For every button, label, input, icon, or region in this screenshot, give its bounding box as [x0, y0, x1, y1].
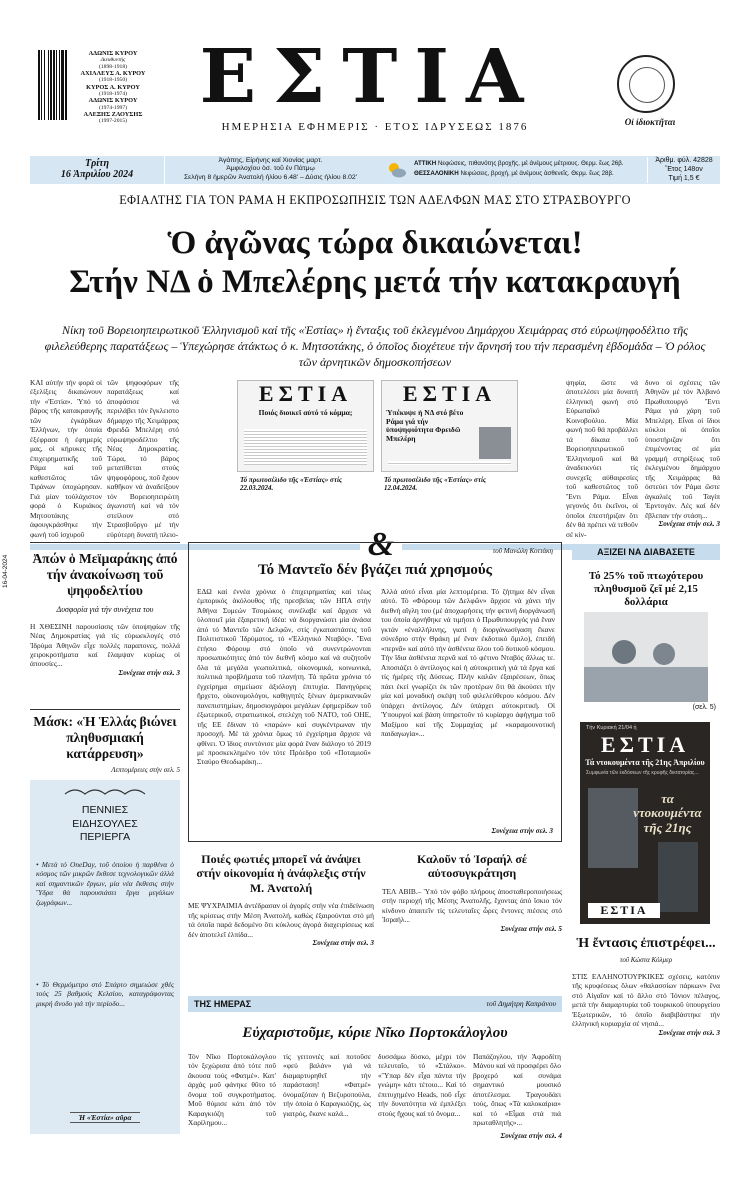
barcode-bar	[41, 50, 42, 120]
worth-photo	[584, 612, 708, 702]
barcode	[38, 50, 68, 120]
worth-title: Τό 25% τοῦ πτωχότερου πληθυσμοῦ ζεῖ μέ 2,15 δολλάρια	[588, 570, 704, 609]
issue-info	[647, 157, 720, 183]
day-text-3: δυσσάμω δύσκο, μέχρι τόν τελευταῖο, τό «Στάλκο». «Ὕπαρ δέν εἶχα πάντα τήν γνώμη» κάτι τέτοιο... Καί τό ἐπιτυχημένο Heads, ποῦ εἶχε τήν δυνατότητα νά ἐμπλέξει στούς ἤχους καί τό ὄνομα...	[378, 1052, 466, 1118]
story-title: Ποιές φωτιές μπορεῖ νά ἀνάψει στήν οἰκονομία ἡ ἀνάφλεξις στήν Μ. Ἀνατολή	[196, 852, 366, 895]
story-title: Ἀπών ὁ Μεϊμαράκης ἀπό τήν ἀνακοίνωση τοῦ ψηφοδελτίου	[32, 551, 178, 599]
founder-name: ΚΥΡΟΣ Α. ΚΥΡΟΥ	[86, 83, 140, 91]
barcode-bar	[61, 50, 64, 120]
lead-column-6	[645, 378, 720, 528]
lead-headline[interactable]	[30, 224, 720, 302]
feast-line: Σελήνη 8 ἡμερῶν Ἀνατολή ἡλίου 6.48' – Δύσις ἡλίου 8.02'	[183, 173, 357, 181]
lead-deck: Νίκη τοῦ Βορειοηπειρωτικοῦ Ἑλληνισμοῦ καί τῆς «Ἑστίας» ἡ ἔνταξις τοῦ ἐκλεγμένου Δημάρχου Χειμάρρας στό εὐρωψηφοδέλτιο τῆς φιλελεύθερης παρατάξεως – Ὑπεχώρησε ἀτάκτως ὁ κ. Μητσοτάκης, ὁ ὁποῖος διοχέτευε τήν ἄρνησή του τήν περασμένη ἑβδομάδα – Ὁ ρόλος τῶν ἀρνητικῶν δημοσκοπήσεων	[44, 323, 706, 369]
founder-years: (1997-2015)	[99, 118, 127, 125]
founder-years: (1898-1918)	[99, 63, 127, 70]
weather-cloud-icon	[387, 161, 407, 179]
weather-forecast	[414, 159, 644, 178]
thumb-text-lines	[388, 461, 511, 465]
frontpage-thumb-1[interactable]	[237, 380, 374, 472]
weather-thess: Νεφώσεις, βροχή, μέ ἀνέμους ἀσθενεῖς. Θερμ. ἕως 28β.	[460, 169, 614, 177]
thumb-headline: Ὑπέκυψε ἡ ΝΔ στό βέτο Ράμα γιά τήν ὑποψηφιότητα Φρειδῶ Μπελέρη	[386, 408, 464, 443]
founder-years: (1918-1974)	[99, 90, 127, 97]
musk-story[interactable]	[30, 714, 180, 776]
issue-price: Τιμή 1,5 €	[668, 174, 700, 182]
lead-column-5	[566, 378, 638, 539]
lead-column-2	[107, 378, 179, 539]
founder-name: ΑΔΩΝΙΣ ΚΥΡΟΥ	[88, 50, 138, 57]
issue-year: Ἔτος 148ον	[665, 165, 703, 173]
lead-continued[interactable]: Συνέχεια στήν σελ. 3	[658, 520, 720, 529]
weather-thess-label: ΘΕΣΣΑΛΟΝΙΚΗ	[414, 169, 459, 177]
barcode-bar	[38, 50, 40, 120]
lead-text-2: τῶν ψηφοφόρων τῆς παρατάξεως καί ἀποφάσισε νά περιλάβει τόν ἔγκλειστο δήμαρχο τῆς Χειμάρρας Φρειδῶ Μπελέρη στό εὐρωψηφοδέλτιο τῆς Νέας Δημοκρατίας. Τώρα, τό βάρος μετατίθεται στούς ψηφοφόρους, ποῦ ἔχουν καθῆκον νά ἀναδείξουν τόν Βορειοηπειρώτη ἀγωνιστή καί νά τόν στείλουν στό Στρασβοῦργο μέ τήν εὐρύτερη δυνατή πλειο-	[107, 378, 179, 539]
headline-line-1: Ὁ ἀγῶνας τώρα δικαιώνεται!	[167, 225, 583, 261]
lead-text-6: δυνο οἱ σχέσεις τῶν Ἀθηνῶν μέ τόν Ἀλβανό Πρωθυπουργό Ἔντι Ράμα γιά χάρη τοῦ Μπελέρη. Εἶναι οἱ ἴδιοι κύκλοι οἱ ὁποῖοι ὑποστήριζαν ὅτι ἐπιμένοντας σέ μία γραμμή στηρίξεως τοῦ ἐκλεγμένου δημάρχου τῆς Χειμάρρας θά ὀστεύει τόν Ράμα ὥστε ἀγκαλιές τοῦ Ταγίπ Ἐρντογάν. Λές καί δέν ἔβλεπαν τήν στάση...	[645, 378, 720, 520]
issue-number: Ἀριθμ. φύλ. 42828	[655, 157, 713, 164]
promo-cover[interactable]	[580, 722, 710, 924]
weather-athens-label: ΑΤΤΙΚΗ	[414, 160, 437, 167]
thumb-text-lines	[244, 429, 367, 465]
worth-ref: (σελ. 5)	[692, 704, 716, 711]
lead-column-1	[30, 378, 102, 539]
headline-line-2: Στήν ΝΔ ὁ Μπελέρης μετά τήν κατακραυγή	[69, 263, 681, 300]
fires-story[interactable]	[188, 848, 374, 990]
oracle-text-2: Ἀλλά αὐτό εἶναι μία λεπτομέρεια. Τό ζήτημα δέν εἶναι αὐτό. Τό «Φόρουμ τῶν Δελφῶν» ἄρχισε νά χάνει τήν διεθνή αἴγλη του (μέ ἀποχωρήσεις τήν φετινή διοργάνωσή του ὁποία ἀρνήθηκε νά τιμήσει ὁ Πρωθυπουργός γιά ἕναν γκτάν «ἐναλλήλινης, γιατί ἡ διοργάνωσίγαση ἔκανε σύνεδριο στήν Θράκη μέ ἕναν ἐκδοτικό ὅμιλο), ἐπειδή «περνᾶ» καί αὐτό τήν ἀσθένεια ὅλου τοῦ δυτικοῦ κόσμου. Τήν ἴδια ἀσθένεια περνᾶ καί τό φέτινο Νταβός ἄλλως τε. Αποσιάζει ὁ ἀντίλογος καί ἡ αὐτοκριτική γιά τά ἔργα καί τίς ἡμέρες τῆς Δύσεως. Πλήν καλῶν ἐξαιρέσεων, ὅπως πάει ἐκεί γνωρίζει ἐκ τῶν προτέρων ὅτι θά ἀκούσει τήν μία καί μοναδική σκέψη τοῦ φιλελεύθερου κόσμου. Δέν ὑπάρχει ἀντίλογος. Δέν ὑπάρχει αὐτοκριτική. Οἱ Ὑπουργοί καί βάση ὑπηρετοῦν τό κυρίαρχο ἀφήγημα τοῦ Μαξίμου καί τῆς Συμμαχίας μέ «καραμουνοτική παιδαγωγία»...	[381, 587, 555, 739]
oracle-story[interactable]	[188, 542, 562, 842]
birds-title: ΠΕΝΝΙΕΣ ΕΙΔΗΣΟΥΛΕΣ ΠΕΡΙΕΡΓΑ	[72, 804, 138, 844]
birds-column	[30, 780, 180, 1134]
issue-date	[30, 156, 165, 184]
barcode-bar	[59, 50, 60, 120]
story-title: Τό Μαντεῖο δέν βγάζει πιά χρησμούς	[257, 562, 493, 578]
tension-story[interactable]	[572, 930, 720, 1140]
cover-badge: ΕΣΤΙΑ	[588, 903, 660, 918]
story-subtitle: Δυσφορία γιά τήν συνέχεια του	[56, 604, 154, 614]
founder-years: (1918-1950)	[99, 77, 127, 84]
day-section-label: ΤΗΣ ΗΜΕΡΑΣ	[194, 999, 252, 1009]
meimarakis-story[interactable]	[30, 542, 180, 710]
story-title: Εὐχαριστοῦμε, κύριε Νῖκο Πορτοκάλογλου	[242, 1025, 508, 1041]
story-continued[interactable]: Συνέχεια στήν σελ. 5	[500, 924, 562, 933]
day-section-byline: τοῦ Δημήτρη Καπράνου	[486, 999, 556, 1008]
birds-text-1: • Μετά τό OneDay, τοῦ ὁποίου ἡ παρθένα ὁ κόσμος τῶν μικρῶν ἔκθεσε τεχνολογικῶν ἀλλά καί σημαντικῶν ἔργων, μία νέα ἔκθεσις στήν Ὕδρα θά παρουσιάσει ἔργα μεγάλων ζωγράφων...	[36, 860, 174, 907]
founder-name: ΑΛΕΞΗΣ ΖΑΟΥΣΗΣ	[83, 111, 143, 119]
date-text: 16 Ἀπριλίου 2024	[60, 169, 134, 180]
birds-sign: Ἡ «Ἑστία» αὔρα	[70, 1112, 140, 1123]
oracle-text-1: ΕΔΩ καί ἐννέα χρόνια ὁ ἐπιχειρηματίας καί τέως ἐμπορικός ἀκόλουθος τῆς πρεσβείας τῶν ΗΠΑ στήν Ἀθήνα Συμεών Τσομώκος συνέλαβε καί ἄρχισε νά ὑλοποιεῖ μία ἐξαιρετική ἰδέα: νά διοργανώσει μία ἀνάσα ἀπό τό Μαντεῖο τῶν Δελφῶν, στίς ἐγκαταστάσεις τοῦ Πολιτιστικοῦ Ἰδρύματος, τό «Ἑλληνικό Νταβός». Ἕνα ἐτήσιο Φόρουμ στό ὁποῖο νά συνεντρώνονται προσωπικότητες ἀπό τόν διεθνῆ κόσμο καί νά συζητοῦν ὅλα τά μεγάλα γεωπολιτικά, οἰκονομικά, κοινωνικά, πολιτικά προβλήματα τοῦ πλανήτη. Τά πρῶτα χρόνια τό ἐγχείρημα σημείωσε ἀξιόλογη ἐπιτυχία. Πανηγύρεις ἤρχετο, οἰκονομολόγοι, καθηγητές ξένων ἀμερικανικῶν πανεπιστημίων, δημοσιογράφοι μεγάλων ἐφημερίδων τοῦ ἐξωτερικοῦ, στρατιωτικοί, στελέχη τοῦ ΝΑΤΟ, τοῦ ΟΗΕ, τῆς ΕΕ ἔδιναν τό «παρών» καί συγκέντρωναν τήν προσοχή. Μέ τά χρόνια ὅμως τό ἐγχείρημα ἄρχισε νά φθίνει. Ὁ ἴδιος συντόνισε μία φορά ἕναν διάλογο τό 2019 μέ προσκεκλημένο τόν τότε Πρόεδρο τοῦ «Ποταμιοῦ» Σταύρο Θεοδωράκη...	[197, 587, 371, 767]
barcode-bar	[53, 50, 55, 120]
cover-line: Συμφωνία τῶν ἐκδόσεων τῆς κρυφῆς δικτατορίας...	[586, 770, 699, 776]
israel-story[interactable]	[382, 848, 562, 990]
lead-text-1: ΚΑΙ αὐτήν τήν φορά οἱ ἐξελίξεις δικαιώνουν τήν «Ἑστία». Ὑπό τό βάρος τῆς κατακραυγῆς τῶν ἐγκάρδιων Ἑλλήνων, τήν ὁποία ἐξέφρασε ἡ ἐφημερίς μας, οἱ κήρυκες τῆς ἐπιχειρηματικῆς τοῦ Ράμα καί τοῦ καθεστῶτος τῶν Τιράνων ὑποχώρησαν. Γιά μίαν τοὐλάχιστον φορά ὁ Κυριάκος Μητσοτάκης ἀφουγκράσθηκε τήν φωνή τοῦ ἰσχυροῦ	[30, 378, 102, 539]
feast-days	[168, 157, 373, 182]
story-byline: τοῦ Κώστα Κόλμερ	[619, 955, 673, 964]
story-title: Μάσκ: «Ἡ Ἑλλάς βιώνει πληθυσμιακή κατάρρευση»	[33, 714, 177, 762]
barcode-bar	[50, 50, 52, 120]
lead-text-5: ψηφία, ὥστε νά ἀποτελέσει μία δυνατή ἑλληνική φωνή στό Εὐρωπαϊκό Κοινοβούλιο. Μία φωνή ποῦ θά προβάλλει τά δίκαια τοῦ Βορειοηπειρωτικοῦ Ἑλληνισμοῦ καί θά ἀναδεικνύει τίς συνεχεῖς αὐθαιρεσίες τοῦ καθεστῶτος τοῦ Ἔντι Ράμα. Εἶναι γεγονός ὅτι ἐκεῖνοι, οἱ ὁποῖοι ἐπεστήριζαν ὅτι δέν θά πρέπει νά τεθοῦν σέ κίν-	[566, 378, 638, 539]
barcode-bar	[56, 50, 57, 120]
founder-years: (1974-1997)	[99, 104, 127, 111]
newspaper-logo[interactable]: ΕΣΤΙΑ	[199, 34, 541, 120]
cover-big-title: τα ντοκουμέντα τῆς 21ης	[633, 791, 702, 835]
cover-figure	[658, 842, 698, 912]
story-title: Ἡ ἔντασις ἐπιστρέφει...	[576, 936, 716, 951]
cover-logo: ΕΣΤΙΑ	[600, 732, 690, 757]
story-continued[interactable]: Συνέχεια στήν σελ. 3	[658, 1028, 720, 1037]
story-continued[interactable]: Συνέχεια στήν σελ. 3	[312, 939, 374, 948]
founder-name: ΑΧΙΛΛΕΥΣ Α. ΚΥΡΟΥ	[80, 70, 146, 78]
day-text-4: Παπάζογλου, τήν Ἀφροδίτη Μάνου καί νά προσφέρει ὅλο βροχερό καί συνάμα σημαντικό μουσικό ἀποτέλεσμα. Τραγουδάει τούς, ὅπως «Τά καλοκαίρια» καί τό «Εἶμαι στά πιά πρωταθλητής»...	[473, 1052, 561, 1128]
worth-reading-box[interactable]	[572, 544, 720, 714]
cover-title: Τά ντοκουμέντα τῆς 21ης Ἀπριλίου	[585, 758, 705, 767]
story-continued[interactable]: Συνέχεια στήν σελ. 4	[500, 1132, 562, 1140]
feast-line: Ἀμφιλοχίου ὁσ. τοῦ ἐν Πάτμῳ	[226, 165, 315, 173]
day-section-story[interactable]	[188, 1018, 562, 1140]
thumb-headline: Ποιός διοικεῖ αὐτό τό κόμμα;	[258, 408, 353, 417]
day-text-1: Τόν Νῖκο Πορτοκάλογλου τόν ξεχώρισα ἀπό τότε ποῦ ἄκουσα τούς «Φατμέ». Κατ' ἀρχάς μοῦ φάνηκε θῦτο τό ὄνομα τοῦ συγκροτήματος. Μοῦ θύμισε κάτι ἀπό τόν Καραγκιόζη τοῦ Χαρίλημου...	[188, 1052, 276, 1128]
story-ref: Λεπτομέρειες στήν σελ. 5	[111, 765, 180, 774]
story-text: ΣΤΙΣ ΕΛΛΗΝΟΤΟΥΡΚΙΚΕΣ σχέσεις, κατόπιν τῆς κρυφέσεως ὅλων «θαλασσίων πάρκων» ἕνα στό Αἰγαῖον καί τό ἄλλο στό Ἰόνιον πέλαγος, μετά τήν διαμαρτυρία τοῦ τουρκικοῦ ὑπουργείου Ἐξωτερικῶν, τό ὁποῖο διαβιβάστηκε τήν ἑλληνική κυριαρχία σέ νησιά...	[572, 971, 720, 1029]
thumb-photo	[479, 427, 511, 459]
side-date: 16-04-2024	[2, 554, 9, 588]
birds-ornament-icon	[60, 784, 150, 800]
feast-line: Ἀγάπης, Εἰρήνης καί Χιονίας μαρτ.	[218, 157, 323, 164]
founders-list	[72, 50, 154, 125]
story-text: ΤΕΛ ΑΒΙΒ.– Ὑπό τόν φόβο πλήρους ἀποσταθεροποιήσεως στήν περιοχή τῆς Μέσης Ἀνατολῆς, ἔχοντας ἀπό ἴσκιο τόν κίνδυνο ἀπαιτεῖν τίς τελευταῖες ὧρες ἔντονες πιέσεις στό Ἰσραήλ...	[382, 886, 562, 925]
barcode-bar	[48, 50, 49, 120]
story-continued[interactable]: Συνέχεια στήν σελ. 3	[491, 827, 553, 835]
day-text-2: τίς γειτονιές καί ποτοῦσε «φεύ βαλάν» γιά νά διαμαρτυρηθεῖ τήν παράσταση! «Φατμέ» ὀνομαζόταν ἡ Βεζυροπούλα, τήν ὁποία ὁ Καραγκιόζης, ὡς γιατρός, ἔκανε καλά...	[283, 1052, 371, 1118]
seal-icon	[617, 55, 675, 113]
worth-label: ΑΞΙΖΕΙ ΝΑ ΔΙΑΒΑΣΕΤΕ	[572, 544, 720, 560]
weekday: Τρίτη	[85, 158, 109, 169]
story-title: Καλοῦν τό Ἰσραήλ σέ αὐτοσυγκράτηση	[416, 852, 528, 881]
lead-kicker: ΕΦΙΑΛΤΗΣ ΓΙΑ ΤΟΝ ΡΑΜΑ Η ΕΚΠΡΟΣΩΠΗΣΙΣ ΤΩΝ ΑΔΕΛΦΩΝ ΜΑΣ ΣΤΟ ΣΤΡΑΣΒΟΥΡΓΟ	[119, 193, 631, 207]
thumb-caption-2: Τό πρωτοσέλιδο τῆς «Ἑστίας» στίς 12.04.2024.	[384, 476, 487, 493]
founder-role: Διευθυντής	[100, 57, 126, 64]
barcode-bar	[65, 50, 67, 120]
thumb-caption-1: Τό πρωτοσέλιδο τῆς «Ἑστίας» στίς 22.03.2024.	[240, 476, 343, 493]
frontpage-thumb-2[interactable]	[381, 380, 518, 472]
weather-athens: Νεφώσεις, πιθανότης βροχῆς, μέ ἀνέμους μέτριους. Θερμ. ἕως 26β.	[437, 160, 624, 167]
cover-small: Τήν Κυριακή 21/04 ἡ	[586, 725, 637, 731]
story-continued[interactable]: Συνέχεια στήν σελ. 3	[118, 668, 180, 677]
founder-name: ΑΔΩΝΙΣ ΚΥΡΟΥ	[88, 97, 138, 105]
ampersand-ornament: &	[367, 526, 395, 563]
barcode-bar	[44, 50, 45, 120]
info-band	[30, 156, 720, 184]
birds-text-2: • Τό Θερμόμετρο στό Σπάρτο σημειώσε χθές τούς 25 βαθμούς Κελσίου, καταγράφοντας μικρή ἄνοδο γιά τήν περίοδο...	[36, 980, 174, 1008]
owners-label: Οἱ ἰδιοκτῆται	[624, 117, 676, 127]
story-text: Η ΧΘΕΣΙΝΗ παρουσίασις τῶν ὑποψηφίων τῆς Νέας Δημοκρατίας γιά τίς εὐρωεκλογές στό Ἰδρύμα Ἀθηνῶν εἶχε πολλές παραπονες, πολλά χειροκροτήματα καί ἔλαμψαν κυρίως οἱ ἀπουσίες...	[30, 621, 180, 669]
tagline: ΗΜΕΡΗΣΙΑ ΕΦΗΜΕΡΙΣ · ΕΤΟΣ ΙΔΡΥΣΕΩΣ 1876	[221, 121, 529, 133]
story-byline: τοῦ Μανώλη Κοττάκη	[492, 547, 553, 555]
thumb-logo: ΕΣΤΙΑ	[402, 381, 497, 406]
day-section-band	[188, 996, 562, 1012]
story-text: ΜΕ ΨΥΧΡΑΙΜΙΑ ἀντέδρασαν οἱ ἀγορές στήν νέα ἐπιδείνωση τῆς κρίσεως στήν Μέση Ἀνατολή, καθώς ἐξαιρούνται στό μή τά ὁποῖα παρά δεδομένο ὅτι κύκλους ἀγορά διαχειρίσεως καί δέν ἀποτελεῖ ἐλπίδα...	[188, 901, 374, 939]
thumb-logo: ΕΣΤΙΑ	[258, 381, 353, 406]
